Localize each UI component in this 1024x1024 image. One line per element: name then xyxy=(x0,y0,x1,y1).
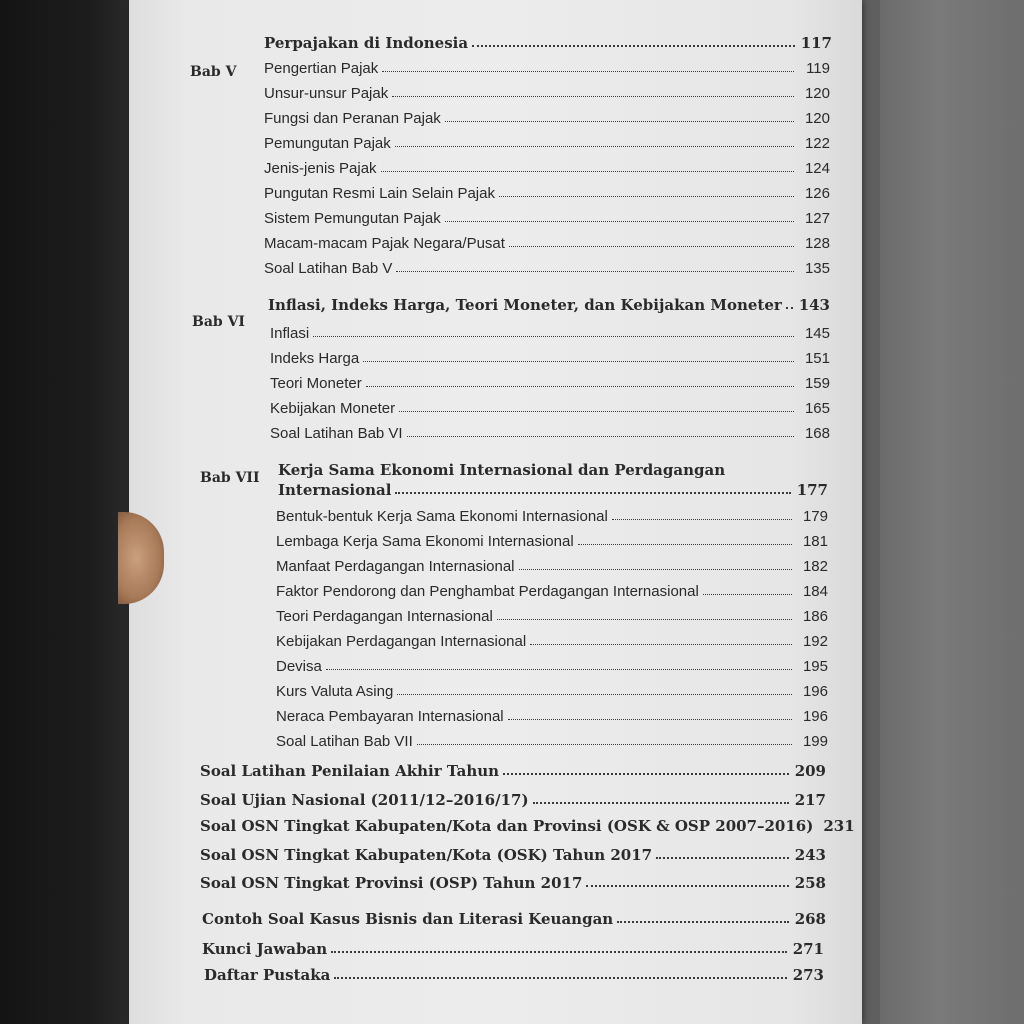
entry-label: Pungutan Resmi Lain Selain Pajak xyxy=(264,185,495,202)
toc-entry xyxy=(276,508,828,525)
entry-label: Soal OSN Tingkat Kabupaten/Kota dan Provinsi (OSK & OSP 2007–2016) xyxy=(200,817,814,835)
chapter-title-row xyxy=(264,34,832,52)
leader-dots xyxy=(499,195,794,197)
leader-dots xyxy=(397,693,792,695)
chapter-title-row xyxy=(268,296,830,314)
leader-dots xyxy=(586,884,788,887)
leader-dots xyxy=(331,950,787,953)
toc-entry xyxy=(276,683,828,700)
leader-dots xyxy=(313,335,794,337)
back-matter-entry xyxy=(204,966,824,984)
chapter-title-row xyxy=(278,481,828,499)
entry-label: Devisa xyxy=(276,658,322,675)
entry-label: Soal Latihan Bab V xyxy=(264,260,393,277)
page-number: 135 xyxy=(804,260,830,277)
leader-dots xyxy=(617,920,788,923)
entry-label: Inflasi xyxy=(270,325,310,342)
chapter-number: Bab VI xyxy=(192,314,245,330)
page-number: 196 xyxy=(802,708,828,725)
entry-label: Jenis-jenis Pajak xyxy=(264,160,377,177)
back-matter-entry xyxy=(200,791,826,809)
leader-dots xyxy=(417,743,792,745)
page-number: 195 xyxy=(802,658,828,675)
toc-entry xyxy=(276,608,828,625)
back-matter-entry xyxy=(202,940,824,958)
toc-entry xyxy=(270,400,830,417)
chapter-title: Perpajakan di Indonesia xyxy=(264,34,469,52)
page-number: 124 xyxy=(804,160,830,177)
chapter-title-line2: Internasional xyxy=(278,481,392,499)
entry-label: Contoh Soal Kasus Bisnis dan Literasi Keuangan xyxy=(202,910,614,928)
page-number: 268 xyxy=(794,910,826,928)
back-matter-entry xyxy=(200,762,826,780)
leader-dots xyxy=(382,70,794,72)
entry-label: Soal OSN Tingkat Provinsi (OSP) Tahun 2017 xyxy=(200,874,583,892)
leader-dots xyxy=(396,270,794,272)
toc-entry xyxy=(270,350,830,367)
leader-dots xyxy=(656,856,789,859)
chapter-title-line1: Kerja Sama Ekonomi Internasional dan Perdagangan xyxy=(278,461,726,479)
back-matter-entry xyxy=(200,874,826,892)
entry-label: Faktor Pendorong dan Penghambat Perdagangan Internasional xyxy=(276,583,699,600)
back-matter-entry xyxy=(200,817,855,835)
page-number: 182 xyxy=(802,558,828,575)
entry-label: Soal Latihan Bab VII xyxy=(276,733,413,750)
leader-dots xyxy=(326,668,792,670)
page-number: 231 xyxy=(823,817,855,835)
leader-dots xyxy=(612,518,792,520)
leader-dots xyxy=(786,306,793,309)
entry-label: Manfaat Perdagangan Internasional xyxy=(276,558,515,575)
page-number: 165 xyxy=(804,400,830,417)
toc-entry xyxy=(264,135,830,152)
entry-label: Sistem Pemungutan Pajak xyxy=(264,210,441,227)
chapter-number: Bab V xyxy=(190,64,237,80)
leader-dots xyxy=(472,44,795,47)
page-number: 143 xyxy=(798,296,830,314)
leader-dots xyxy=(334,976,786,979)
page-number: 199 xyxy=(802,733,828,750)
leader-dots xyxy=(578,543,792,545)
page-number: 179 xyxy=(802,508,828,525)
toc-entry xyxy=(276,733,828,750)
page-number: 243 xyxy=(794,846,826,864)
page-number: 217 xyxy=(794,791,826,809)
page-number: 186 xyxy=(802,608,828,625)
toc-entry xyxy=(264,260,830,277)
page-number: 184 xyxy=(802,583,828,600)
leader-dots xyxy=(445,220,794,222)
back-matter-entry xyxy=(200,846,826,864)
page-number: 128 xyxy=(804,235,830,252)
toc-entry xyxy=(276,583,828,600)
page-number: 258 xyxy=(794,874,826,892)
page-number: 120 xyxy=(804,85,830,102)
page-number: 192 xyxy=(802,633,828,650)
page-number: 119 xyxy=(806,60,830,77)
toc-entry xyxy=(270,375,830,392)
leader-dots xyxy=(407,435,794,437)
page-number: 151 xyxy=(804,350,830,367)
leader-dots xyxy=(366,385,794,387)
leader-dots xyxy=(363,360,794,362)
entry-label: Neraca Pembayaran Internasional xyxy=(276,708,504,725)
entry-label: Bentuk-bentuk Kerja Sama Ekonomi Internasional xyxy=(276,508,608,525)
page-number: 273 xyxy=(792,966,824,984)
entry-label: Unsur-unsur Pajak xyxy=(264,85,389,102)
entry-label: Kurs Valuta Asing xyxy=(276,683,394,700)
leader-dots xyxy=(509,245,794,247)
entry-label: Daftar Pustaka xyxy=(204,966,331,984)
leader-dots xyxy=(519,568,792,570)
toc-entry xyxy=(276,533,828,550)
entry-label: Macam-macam Pajak Negara/Pusat xyxy=(264,235,505,252)
leader-dots xyxy=(399,410,794,412)
entry-label: Fungsi dan Peranan Pajak xyxy=(264,110,441,127)
page-number: 271 xyxy=(792,940,824,958)
entry-label: Teori Moneter xyxy=(270,375,362,392)
page-number: 120 xyxy=(804,110,830,127)
toc-entry xyxy=(264,235,830,252)
entry-label: Soal Latihan Bab VI xyxy=(270,425,403,442)
back-matter-entry xyxy=(202,910,826,928)
toc-entry xyxy=(264,160,830,177)
chapter-title: Inflasi, Indeks Harga, Teori Moneter, dan Kebijakan Moneter xyxy=(268,296,782,314)
page-number: 209 xyxy=(794,762,826,780)
toc-entry xyxy=(270,425,830,442)
entry-label: Kebijakan Moneter xyxy=(270,400,396,417)
entry-label: Kebijakan Perdagangan Internasional xyxy=(276,633,527,650)
toc-entry xyxy=(276,708,828,725)
toc-entry xyxy=(276,658,828,675)
entry-label: Kunci Jawaban xyxy=(202,940,328,958)
page-number: 181 xyxy=(802,533,828,550)
toc-entry xyxy=(270,325,830,342)
leader-dots xyxy=(392,95,794,97)
entry-label: Soal Ujian Nasional (2011/12–2016/17) xyxy=(200,791,529,809)
leader-dots xyxy=(530,643,792,645)
leader-dots xyxy=(497,618,792,620)
entry-label: Soal Latihan Penilaian Akhir Tahun xyxy=(200,762,500,780)
leader-dots xyxy=(503,772,789,775)
leader-dots xyxy=(508,718,792,720)
leader-dots xyxy=(381,170,794,172)
leader-dots xyxy=(703,593,792,595)
entry-label: Lembaga Kerja Sama Ekonomi Internasional xyxy=(276,533,574,550)
entry-label: Indeks Harga xyxy=(270,350,360,367)
leader-dots xyxy=(445,120,794,122)
entry-label: Pengertian Pajak xyxy=(264,60,379,77)
toc-entry xyxy=(264,85,830,102)
page-number: 196 xyxy=(802,683,828,700)
page-number: 122 xyxy=(804,135,830,152)
entry-label: Teori Perdagangan Internasional xyxy=(276,608,493,625)
leader-dots xyxy=(395,491,790,494)
toc-entry xyxy=(264,185,830,202)
page-number: 168 xyxy=(804,425,830,442)
leader-dots xyxy=(395,145,794,147)
toc-entry xyxy=(264,210,830,227)
entry-label: Pemungutan Pajak xyxy=(264,135,391,152)
toc-entry xyxy=(264,60,830,77)
page-number: 145 xyxy=(804,325,830,342)
toc-entry xyxy=(264,110,830,127)
page-number: 117 xyxy=(800,34,832,52)
page-number: 177 xyxy=(796,481,828,499)
page-number: 159 xyxy=(804,375,830,392)
toc-entry xyxy=(276,558,828,575)
page-number: 126 xyxy=(804,185,830,202)
entry-label: Soal OSN Tingkat Kabupaten/Kota (OSK) Tahun 2017 xyxy=(200,846,653,864)
page-number: 127 xyxy=(804,210,830,227)
leader-dots xyxy=(533,801,789,804)
chapter-number: Bab VII xyxy=(200,470,260,486)
toc-entry xyxy=(276,633,828,650)
